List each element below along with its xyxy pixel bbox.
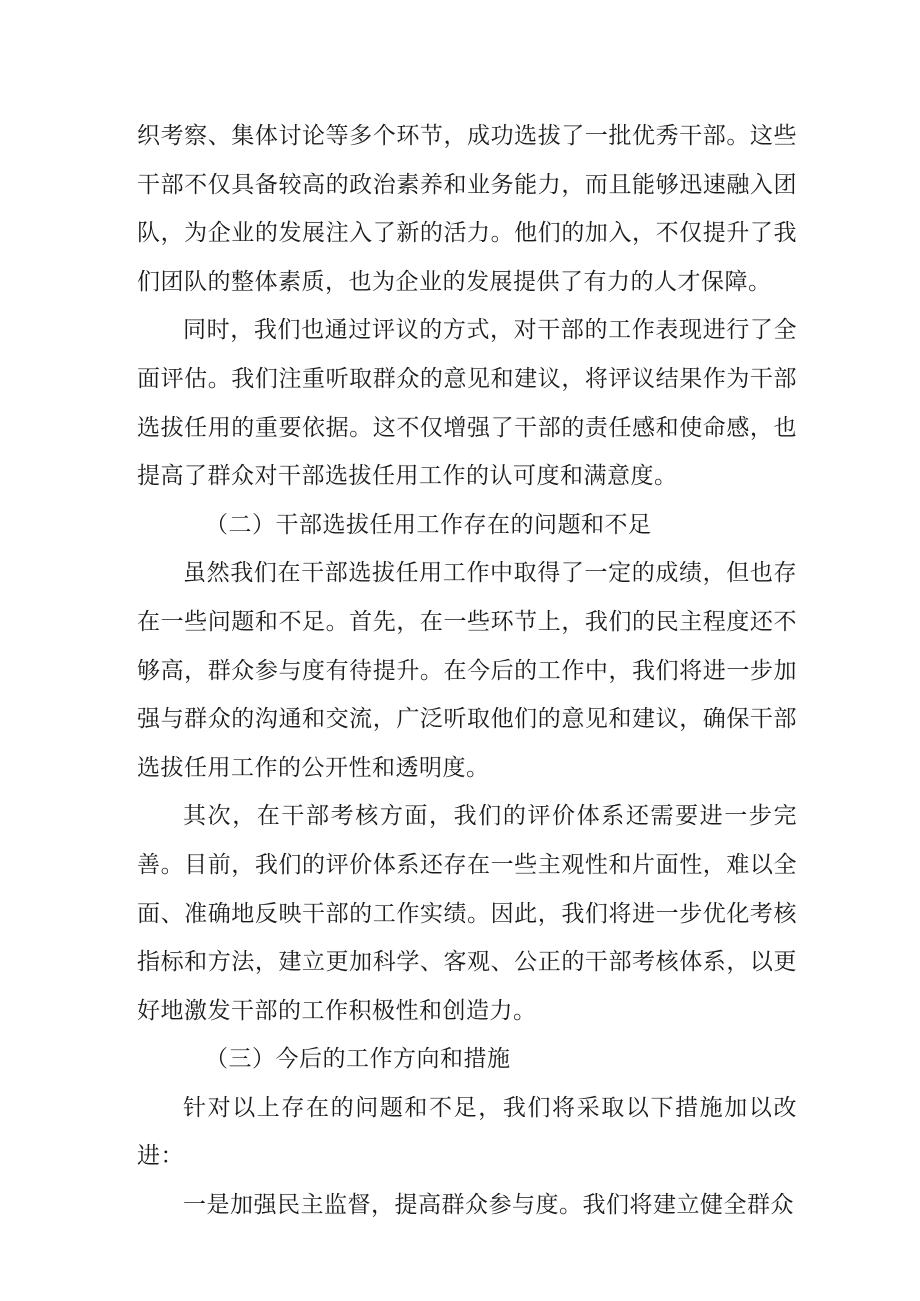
paragraph-problems-first: 虽然我们在干部选拔任用工作中取得了一定的成绩，但也存在一些问题和不足。首先，在一些环节上，我们的民主程度还不够高，群众参与度有待提升。在今后的工作中，我们将进一步加强与群众的沟通和交流，广泛听取他们的意见和建议，确保干部选拔任用工作的公开性和透明度。: [137, 560, 797, 781]
paragraph-measures-intro: 针对以上存在的问题和不足，我们将采取以下措施加以改进：: [137, 1094, 797, 1170]
section-heading-measures: （三）今后的工作方向和措施: [205, 1046, 511, 1073]
paragraph-measure-one: 一是加强民主监督，提高群众参与度。我们将建立健全群众: [183, 1192, 794, 1219]
document-body: [137, 112, 797, 1230]
paragraph-evaluation: 同时，我们也通过评议的方式，对干部的工作表现进行了全面评估。我们注重听取群众的意见和建议，将评议结果作为干部选拔任用的重要依据。这不仅增强了干部的责任感和使命感，也提高了群众对干部选拔任用工作的认可度和满意度。: [137, 317, 797, 490]
paragraph-continuation: 织考察、集体讨论等多个环节，成功选拔了一批优秀干部。这些干部不仅具备较高的政治素养和业务能力，而且能够迅速融入团队，为企业的发展注入了新的活力。他们的加入，不仅提升了我们团队的整体素质，也为企业的发展提供了有力的人才保障。: [137, 123, 797, 295]
paragraph-problems-second: 其次，在干部考核方面，我们的评价体系还需要进一步完善。目前，我们的评价体系还存在一些主观性和片面性，难以全面、准确地反映干部的工作实绩。因此，我们将进一步优化考核指标和方法，建立更加科学、客观、公正的干部考核体系，以更好地激发干部的工作积极性和创造力。: [137, 803, 797, 1024]
section-heading-problems: （二）干部选拔任用工作存在的问题和不足: [205, 511, 652, 538]
